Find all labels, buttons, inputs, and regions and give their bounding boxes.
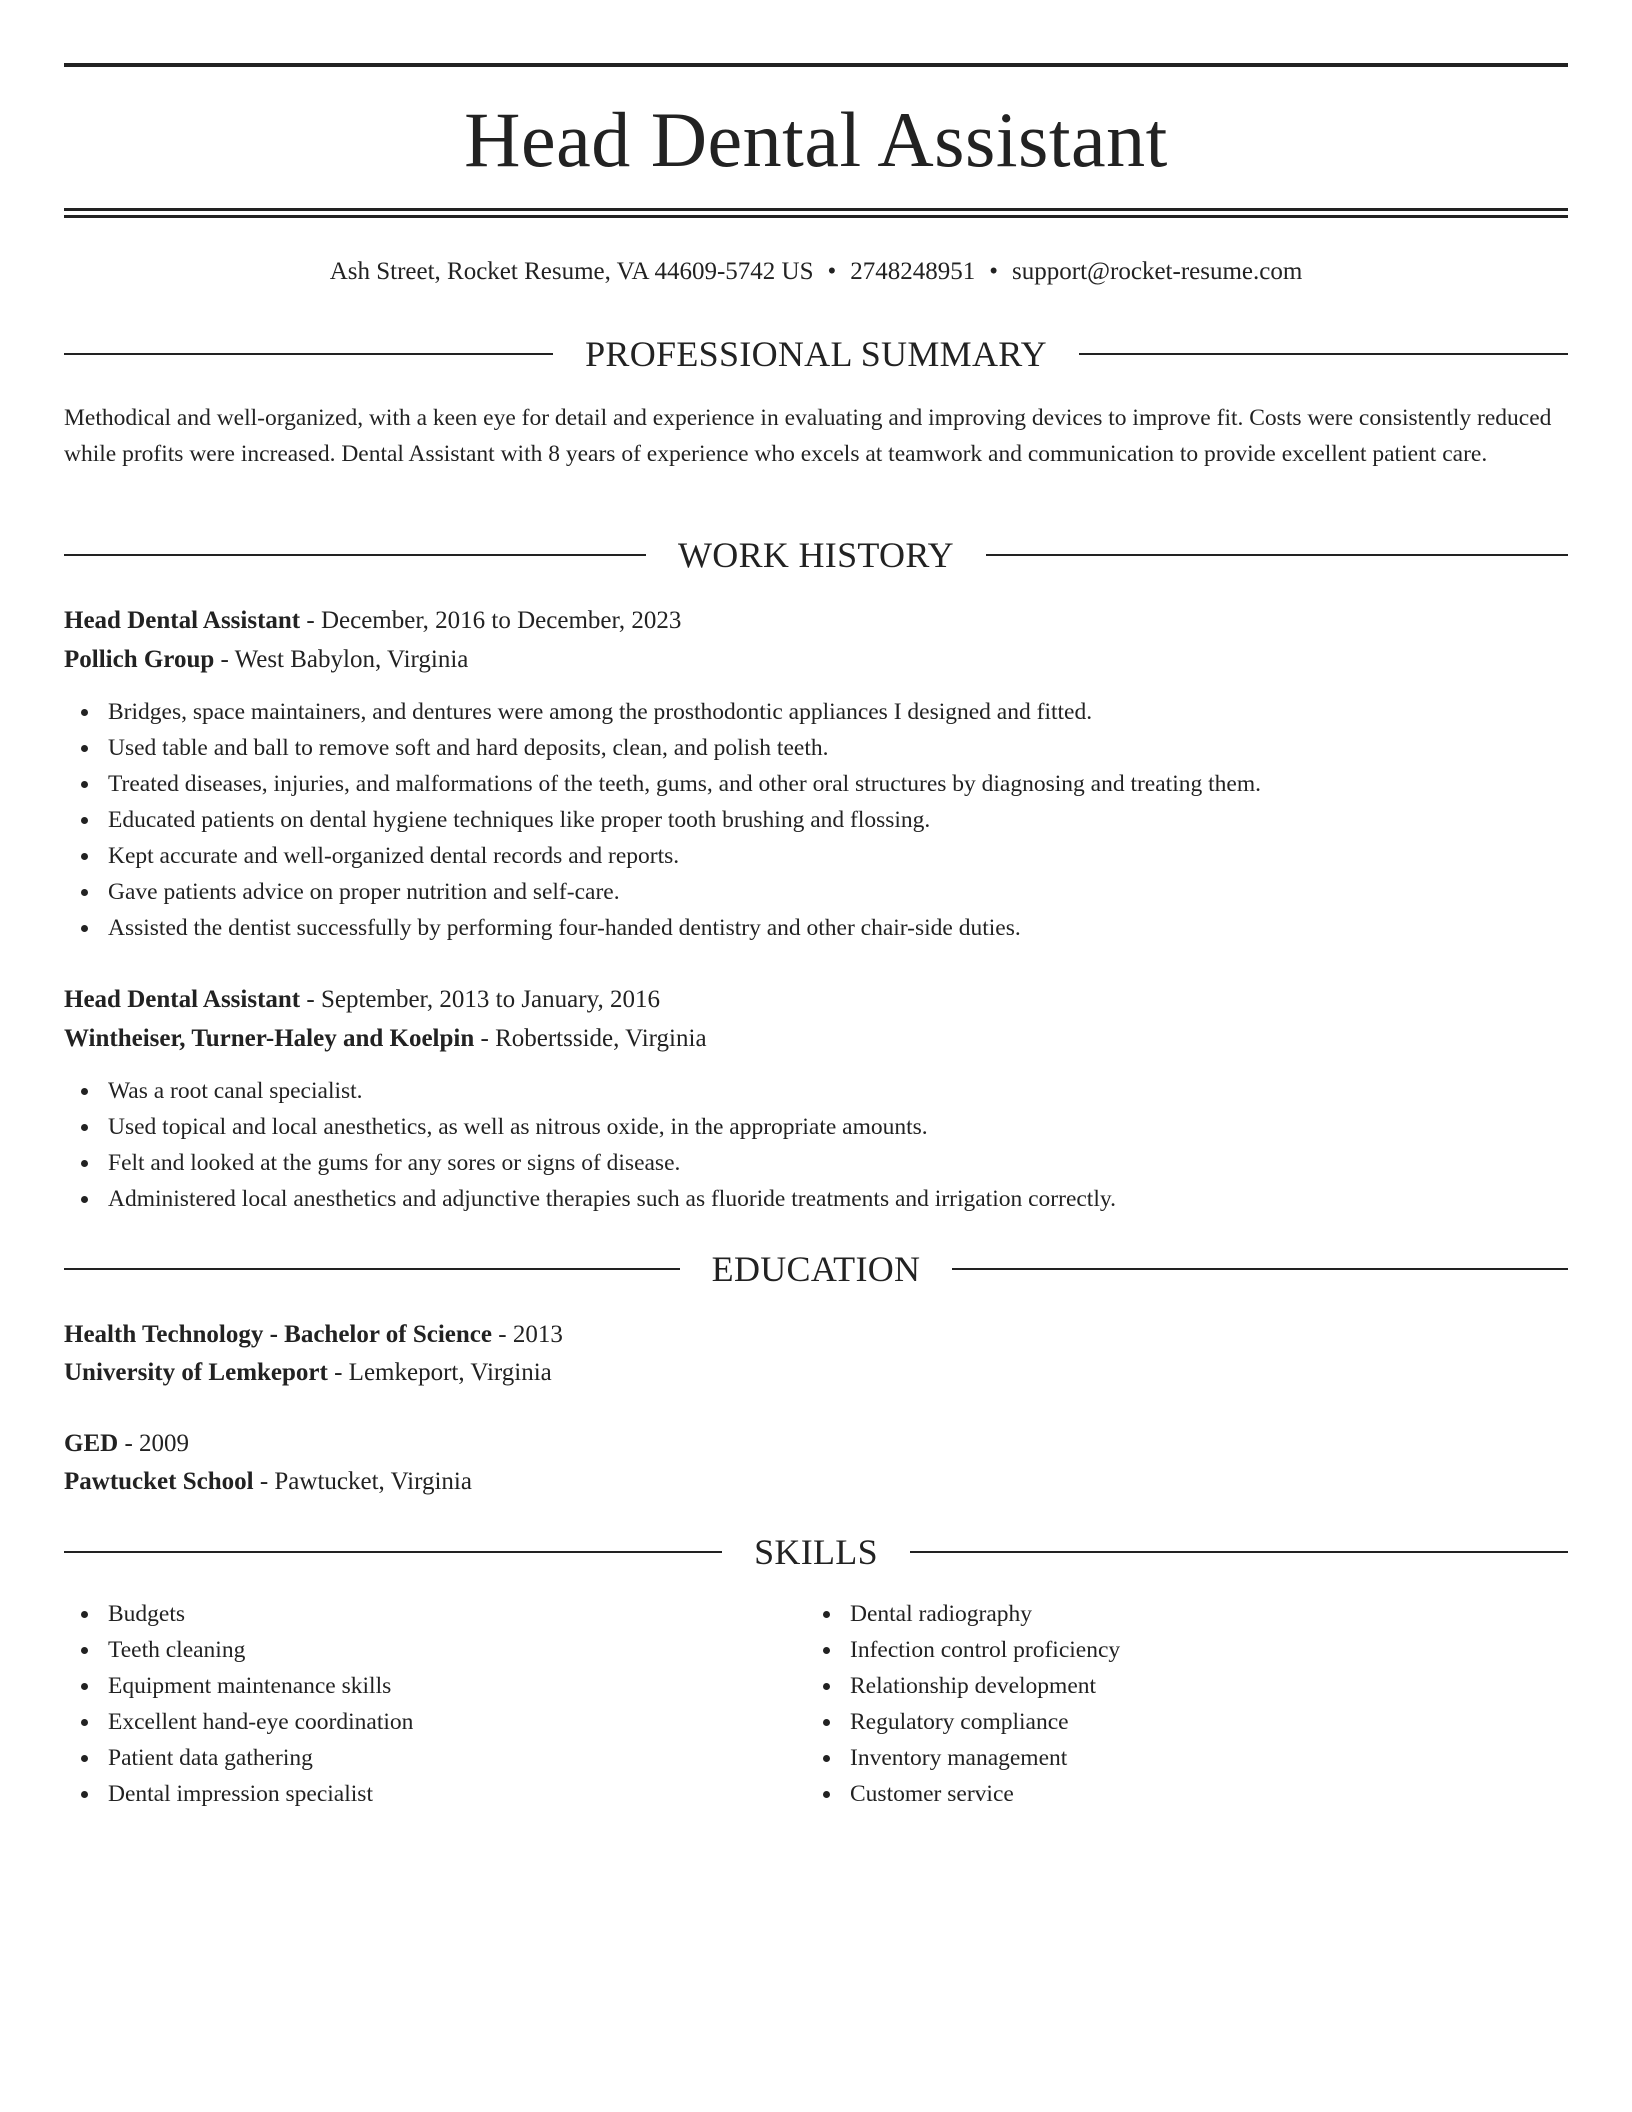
education-degree: GED: [64, 1430, 119, 1457]
list-item: Relationship development: [806, 1668, 1506, 1704]
list-item: Budgets: [64, 1596, 764, 1632]
contact-separator: •: [827, 258, 837, 285]
job-duties-list: [64, 1073, 1568, 1217]
list-item: Equipment maintenance skills: [64, 1668, 764, 1704]
section-title: EDUCATION: [711, 1249, 921, 1289]
job-dates: - December, 2016 to December, 2023: [300, 607, 682, 634]
list-item: Patient data gathering: [64, 1740, 764, 1776]
heading-rule-left: [64, 1268, 680, 1270]
education-school: University of Lemkeport: [64, 1359, 328, 1386]
list-item: Educated patients on dental hygiene techniques like proper tooth brushing and flossing.: [64, 802, 1568, 838]
education-degree: Health Technology - Bachelor of Science: [64, 1321, 492, 1348]
education-year: - 2009: [118, 1430, 190, 1457]
top-rule: [64, 63, 1568, 67]
contact-address: Ash Street, Rocket Resume, VA 44609-5742 US: [329, 258, 814, 285]
title-rule-upper: [64, 208, 1568, 211]
job-dates: - September, 2013 to January, 2016: [300, 986, 660, 1013]
job-company-line: [64, 1020, 1568, 1058]
skills-list-right: [806, 1596, 1506, 1812]
section-heading-work: [64, 533, 1568, 577]
list-item: Dental radiography: [806, 1596, 1506, 1632]
list-item: Bridges, space maintainers, and dentures were among the prosthodontic appliances I designed and fitted.: [64, 694, 1568, 730]
list-item: Teeth cleaning: [64, 1632, 764, 1668]
list-item: Customer service: [806, 1776, 1506, 1812]
list-item: Was a root canal specialist.: [64, 1073, 1568, 1109]
job-duties-list: [64, 694, 1568, 946]
list-item: Treated diseases, injuries, and malformations of the teeth, gums, and other oral structures by diagnosing and treating them.: [64, 766, 1568, 802]
list-item: Infection control proficiency: [806, 1632, 1506, 1668]
contact-email: support@rocket-resume.com: [1012, 258, 1303, 285]
heading-rule-left: [64, 1551, 722, 1553]
section-heading-summary: [64, 332, 1568, 376]
section-title: PROFESSIONAL SUMMARY: [585, 334, 1047, 374]
list-item: Regulatory compliance: [806, 1704, 1506, 1740]
section-heading-education: [64, 1247, 1568, 1291]
section-title: SKILLS: [754, 1532, 878, 1572]
list-item: Kept accurate and well-organized dental records and reports.: [64, 838, 1568, 874]
education-location: - Pawtucket, Virginia: [253, 1468, 472, 1495]
title-rule-lower: [64, 215, 1568, 218]
education-degree-line: [64, 1316, 1568, 1354]
contact-phone: 2748248951: [850, 258, 976, 285]
skills-list-left: [64, 1596, 764, 1812]
list-item: Administered local anesthetics and adjunctive therapies such as fluoride treatments and irrigation correctly.: [64, 1181, 1568, 1217]
list-item: Used table and ball to remove soft and hard deposits, clean, and polish teeth.: [64, 730, 1568, 766]
job-title: Head Dental Assistant: [64, 607, 301, 634]
education-school-line: [64, 1463, 1568, 1501]
heading-rule-left: [64, 554, 646, 556]
heading-rule-right: [910, 1551, 1568, 1553]
list-item: Gave patients advice on proper nutrition and self-care.: [64, 874, 1568, 910]
list-item: Felt and looked at the gums for any sores or signs of disease.: [64, 1145, 1568, 1181]
heading-rule-right: [986, 554, 1568, 556]
education-year: - 2013: [492, 1321, 563, 1348]
job-company-line: [64, 641, 1568, 679]
list-item: Used topical and local anesthetics, as well as nitrous oxide, in the appropriate amounts.: [64, 1109, 1568, 1145]
heading-rule-right: [952, 1268, 1568, 1270]
section-title: WORK HISTORY: [678, 535, 954, 575]
section-heading-skills: [64, 1530, 1568, 1574]
education-school: Pawtucket School: [64, 1468, 254, 1495]
contact-info: [64, 254, 1568, 290]
job-location: - West Babylon, Virginia: [214, 646, 469, 673]
job-location: - Robertsside, Virginia: [474, 1025, 707, 1052]
page-title: Head Dental Assistant: [464, 96, 1168, 183]
job-company: Wintheiser, Turner-Haley and Koelpin: [64, 1025, 475, 1052]
education-school-line: [64, 1354, 1568, 1392]
education-location: - Lemkeport, Virginia: [327, 1359, 552, 1386]
list-item: Assisted the dentist successfully by performing four-handed dentistry and other chair-side duties.: [64, 910, 1568, 946]
heading-rule-right: [1079, 353, 1568, 355]
job-title-line: [64, 981, 1568, 1019]
list-item: Inventory management: [806, 1740, 1506, 1776]
job-title-line: [64, 602, 1568, 640]
summary-text: Methodical and well-organized, with a keen eye for detail and experience in evaluating and improving devices to improve fit. Costs were consistently reduced while profits were increased. Dental Assistant with 8 years of experience who excels at teamwork and communication to provide excellent patient care.: [64, 405, 1552, 467]
heading-rule-left: [64, 353, 553, 355]
list-item: Excellent hand-eye coordination: [64, 1704, 764, 1740]
job-title: Head Dental Assistant: [64, 986, 301, 1013]
list-item: Dental impression specialist: [64, 1776, 764, 1812]
contact-separator: •: [989, 258, 999, 285]
education-degree-line: [64, 1425, 1568, 1463]
job-company: Pollich Group: [64, 646, 215, 673]
